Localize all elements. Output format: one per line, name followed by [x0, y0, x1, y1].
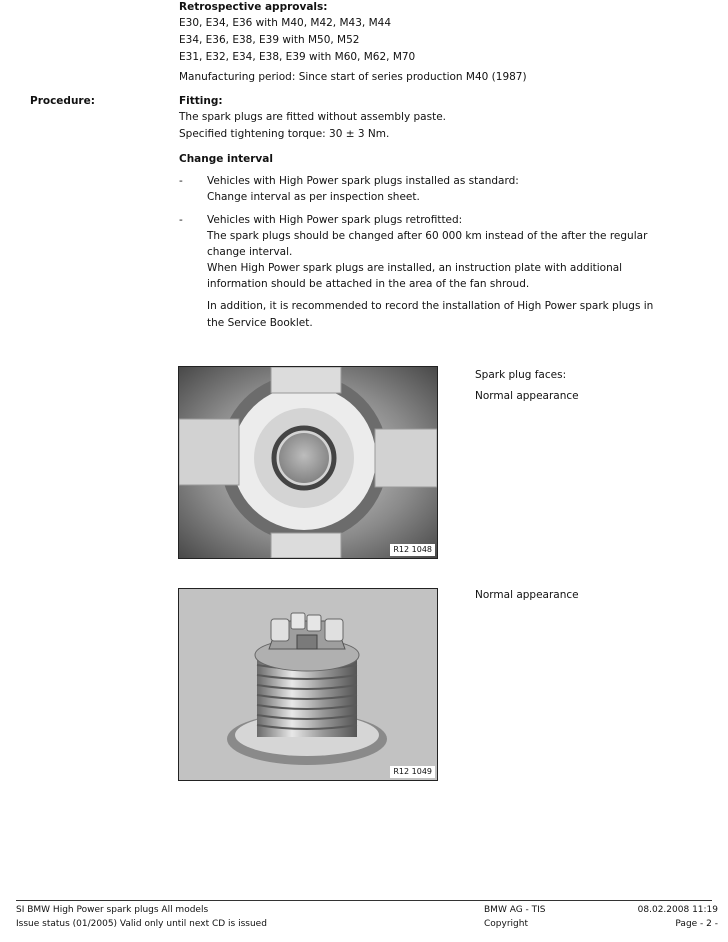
list-dash: - — [179, 214, 183, 226]
footer-source: BMW AG - TIS — [484, 905, 546, 915]
item2-extra-line-1: In addition, it is recommended to record the installation of High Power spark plugs in — [207, 300, 654, 312]
figure-ref-label: R12 1049 — [390, 766, 435, 778]
footer-copyright: Copyright — [484, 919, 528, 929]
footer-divider — [16, 900, 712, 901]
footer-datetime: 08.02.2008 11:19 — [637, 905, 718, 915]
footer-doc-title: SI BMW High Power spark plugs All models — [16, 905, 209, 915]
figure2-caption: Normal appearance — [475, 589, 579, 601]
procedure-label: Procedure: — [30, 95, 95, 107]
item1-line-2: Change interval as per inspection sheet. — [207, 191, 420, 203]
footer-issue-status: Issue status (01/2005) Valid only until next CD is issued — [16, 919, 267, 929]
approval-line-2: E34, E36, E38, E39 with M50, M52 — [179, 34, 360, 46]
fitting-heading: Fitting: — [179, 95, 223, 107]
spark-plug-face-illustration — [179, 367, 437, 558]
figure1-caption-title: Spark plug faces: — [475, 369, 567, 381]
item2-line-1: Vehicles with High Power spark plugs retrofitted: — [207, 214, 463, 226]
item2-line-3: change interval. — [207, 246, 293, 258]
figure1-caption: Normal appearance — [475, 390, 579, 402]
item1-line-1: Vehicles with High Power spark plugs installed as standard: — [207, 175, 519, 187]
fitting-line-1: The spark plugs are fitted without assembly paste. — [179, 111, 447, 123]
item2-line-5: information should be attached in the area of the fan shroud. — [207, 278, 530, 290]
fitting-line-2: Specified tightening torque: 30 ± 3 Nm. — [179, 128, 390, 140]
figure-ref-label: R12 1048 — [390, 544, 435, 556]
item2-line-2: The spark plugs should be changed after 60 000 km instead of the after the regular — [207, 230, 648, 242]
spark-plug-side-photo — [178, 588, 438, 781]
spark-plug-side-illustration — [179, 589, 437, 780]
footer-page-number: Page - 2 - — [675, 919, 718, 929]
spark-plug-face-photo — [178, 366, 438, 559]
approval-line-3: E31, E32, E34, E38, E39 with M60, M62, M70 — [179, 51, 416, 63]
item2-extra-line-2: the Service Booklet. — [207, 317, 313, 329]
manufacturing-period: Manufacturing period: Since start of series production M40 (1987) — [179, 71, 527, 83]
list-dash: - — [179, 175, 183, 187]
approvals-heading: Retrospective approvals: — [179, 1, 328, 13]
item2-line-4: When High Power spark plugs are installed, an instruction plate with additional — [207, 262, 623, 274]
change-interval-heading: Change interval — [179, 153, 273, 165]
approval-line-1: E30, E34, E36 with M40, M42, M43, M44 — [179, 17, 391, 29]
